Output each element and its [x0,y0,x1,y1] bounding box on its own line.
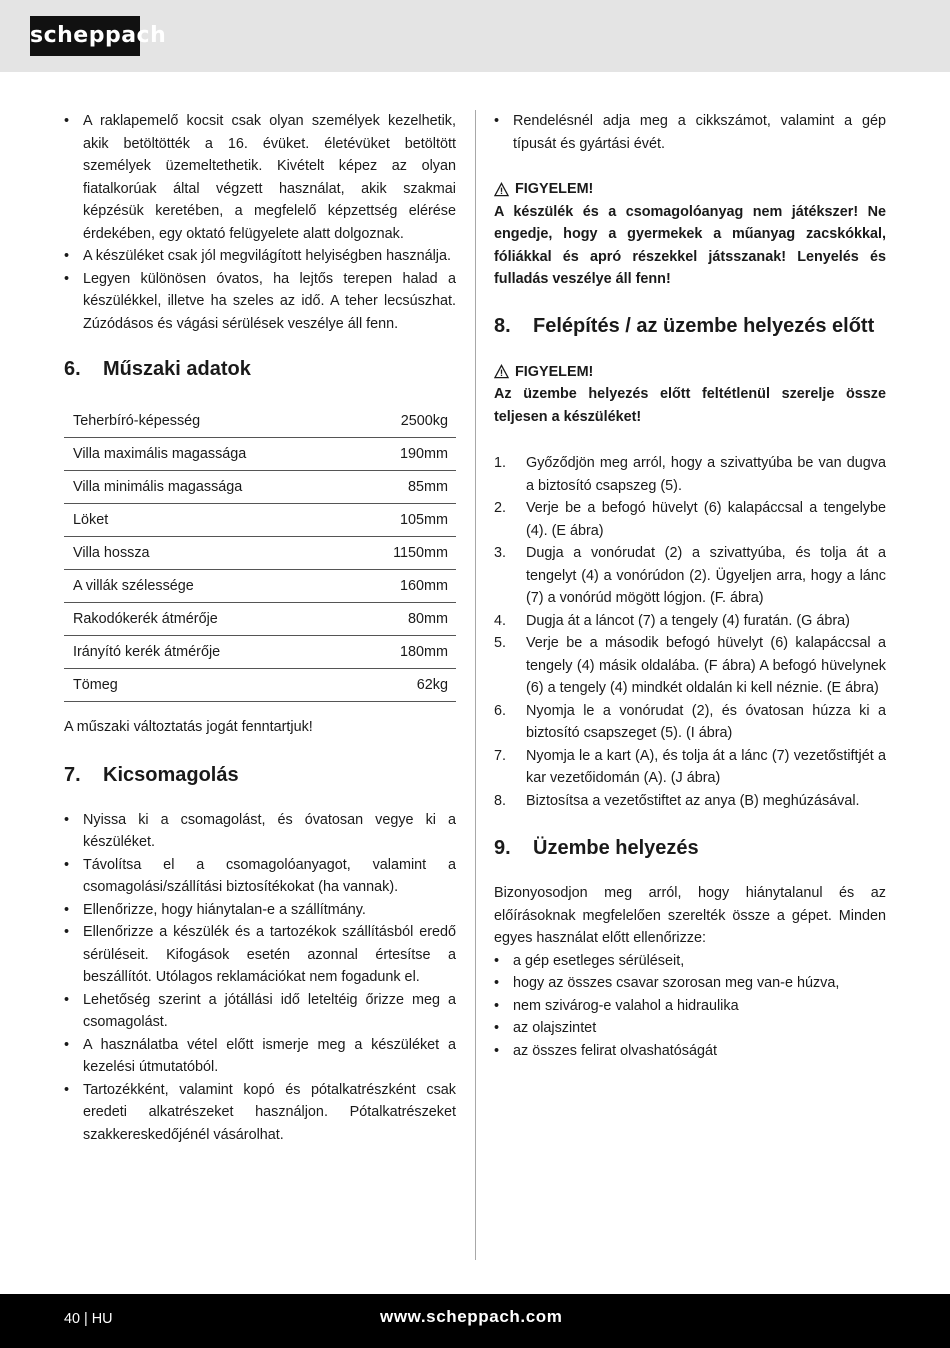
list-item: • A raklapemelő kocsit csak olyan személyek kezelhetik, akik betöltötték a 16. évüket. életévüket betöltött személyek üzemeltethetik. Kivételt képez az olyan fiatalkorúak által végzett használat, akik szakmai képzésük keretében, a megfelelő képzettség elérése érdekében, egy oktató felügyelete alatt dolgoznak. [64,110,456,245]
table-row [64,537,456,570]
step-number: 6. [494,702,507,719]
list-item: • Nyissa ki a csomagolást, és óvatosan vegye ki a készüléket. [64,809,456,854]
section-number: 9. [494,837,511,859]
table-row [64,504,456,537]
list-item: • Ellenőrizze a készülék és a tartozékok szállításból eredő sérüléseit. Kifogások esetén azonnal értesítse a beszállítót. Utólagos reklamációkat nem fogadunk el. [64,921,456,989]
step-text: Győződjön meg arról, hogy a szivattyúba be van dugva a biztosító csapszeg (5). [526,455,886,494]
list-item [494,790,886,813]
step-text: Biztosítsa a vezetőstiftet az anya (B) meghúzásával. [526,792,860,809]
list-item [494,610,886,633]
table-row [64,405,456,438]
warning-block [494,178,886,291]
spec-value: 1150mm [348,537,456,570]
table-row [64,570,456,603]
step-number: 2. [494,500,507,516]
spec-label: Teherbíró-képesség [64,405,348,438]
step-text: Verje be a második befogó hüvelyt (6) kalapáccsal a tengely (4) másik oldalába. (F ábra) A befogó hüvelynek (6) a tengely (4) mindkét oldalán ki kell néznie. (E ábra) [526,635,886,696]
list-item [494,700,886,745]
step-number: 4. [494,612,507,629]
warning-triangle-icon [494,364,509,379]
spec-value: 2500kg [348,405,456,438]
spec-value: 190mm [348,438,456,471]
table-row [64,471,456,504]
brand-logo: scheppach [30,16,140,56]
spec-label: Villa minimális magassága [64,471,348,504]
commissioning-intro: Bizonyosodjon meg arról, hogy hiánytalanul és az előírásoknak megfelelően szerelték össze a gépet. Minden egyes használat előtt ellenőrizze: [494,885,886,946]
step-text: Nyomja le a vonórudat (2), és óvatosan húzza ki a biztosító csapszeget (5). (I ábra) [526,702,886,741]
warning-triangle-icon [494,182,509,197]
section-number: 6. [64,358,81,380]
spec-value: 62kg [348,669,456,702]
list-item: • Lehetőség szerint a jótállási idő leteltéig őrizze meg a csomagolást. [64,989,456,1034]
warning-title-text: FIGYELEM! [515,363,594,380]
warning-title-text: FIGYELEM! [515,181,594,197]
spec-value: 160mm [348,570,456,603]
footer-bar [0,1294,950,1348]
spec-label: Löket [64,504,348,537]
spec-label: Irányító kerék átmérője [64,636,348,669]
section-6-heading [64,357,456,381]
section-title: Felépítés / az üzembe helyezés előtt [533,314,875,337]
step-number: 7. [494,747,507,764]
spec-label: Rakodókerék átmérője [64,603,348,636]
section-number: 7. [64,763,81,786]
right-column [494,110,886,1062]
section-7-heading [64,763,456,787]
spec-value: 105mm [348,504,456,537]
spec-value: 85mm [348,471,456,504]
unpacking-bullet-list [64,809,456,1147]
warning-title [494,361,886,384]
list-item [494,497,886,542]
spec-table [64,405,456,702]
commissioning-bullet-list [494,950,886,1063]
step-number: 8. [494,792,507,809]
list-item: • hogy az összes csavar szorosan meg van-e húzva, [494,972,886,995]
step-number: 1. [494,455,507,471]
list-item: • Tartozékként, valamint kopó és pótalkatrészként csak eredeti alkatrészeket használjon. Pótalkatrészeket szakkereskedőjénél vásárolhat. [64,1079,456,1147]
table-row [64,669,456,702]
section-9-heading [494,836,886,860]
list-item [494,745,886,790]
list-item: • az összes felirat olvashatóságát [494,1040,886,1063]
list-item [494,452,886,497]
warning-title [494,178,886,201]
left-column [64,110,456,1146]
step-number: 3. [494,545,507,561]
step-text: Nyomja le a kart (A), és tolja át a lánc (7) vezetőstiftjét a kar vezetőidomán (A). (J ábra) [526,747,886,786]
safety-bullet-list [64,110,456,335]
section-title: Kicsomagolás [103,763,239,786]
table-row [64,636,456,669]
list-item [494,632,886,700]
list-item: • nem szivárog-e valahol a hidraulika [494,995,886,1018]
step-number: 5. [494,635,507,651]
section-number: 8. [494,314,511,337]
step-text: Dugja át a láncot (7) a tengely (4) furatán. (G ábra) [526,612,850,629]
spec-label: Tömeg [64,669,348,702]
list-item: • Ellenőrizze, hogy hiánytalan-e a szállítmány. [64,899,456,922]
list-item: • Legyen különösen óvatos, ha lejtős terepen halad a készülékkel, illetve ha szeles az idő. A teher lecsúszhat. Zúzódásos és vágási sérülések veszélye áll fenn. [64,268,456,336]
list-item: • A használatba vétel előtt ismerje meg a készüléket a kezelési útmutatóból. [64,1034,456,1079]
page-number: 40 | HU [64,1311,113,1327]
column-divider [475,110,476,1260]
spec-value: 180mm [348,636,456,669]
list-item: • A készüléket csak jól megvilágított helyiségben használja. [64,245,456,268]
spec-label: Villa maximális magassága [64,438,348,471]
website-url: www.scheppach.com [380,1307,563,1326]
spec-note: A műszaki változtatás jogát fenntartjuk! [64,719,313,735]
warning-text: A készülék és a csomagolóanyag nem játékszer! Ne engedje, hogy a gyermekek a műanyag zacskókkal, fóliákkal és apró részekkel játsszanak! Lenyelés és fulladás veszélye áll fenn! [494,203,886,287]
step-text: Verje be a befogó hüvelyt (6) kalapáccsal a tengelybe (4). (E ábra) [526,500,886,539]
list-item [494,542,886,610]
warning-text: Az üzembe helyezés előtt feltétlenül szerelje össze teljesen a készüléket! [494,386,886,425]
section-title: Üzembe helyezés [533,837,699,859]
warning-block [494,361,886,429]
list-item: • a gép esetleges sérüléseit, [494,950,886,973]
header-bar [0,0,950,72]
list-item: • Rendelésnél adja meg a cikkszámot, valamint a gép típusát és gyártási évét. [494,110,886,155]
spec-value: 80mm [348,603,456,636]
section-title: Műszaki adatok [103,358,251,380]
list-item: • Távolítsa el a csomagolóanyagot, valamint a csomagolási/szállítási biztosítékokat (ha vannak). [64,854,456,899]
step-text: Dugja a vonórudat (2) a szivattyúba, és tolja át a tengelyt (4) a vonórúdon (2). Ügyeljen arra, hogy a lánc (7) a vonórúd mögött lógjon. (F. ábra) [526,545,886,606]
section-8-heading [494,314,886,338]
order-bullet-list [494,110,886,155]
table-row [64,603,456,636]
assembly-steps [494,452,886,812]
list-item: • az olajszintet [494,1017,886,1040]
spec-label: A villák szélessége [64,570,348,603]
table-row [64,438,456,471]
spec-label: Villa hossza [64,537,348,570]
